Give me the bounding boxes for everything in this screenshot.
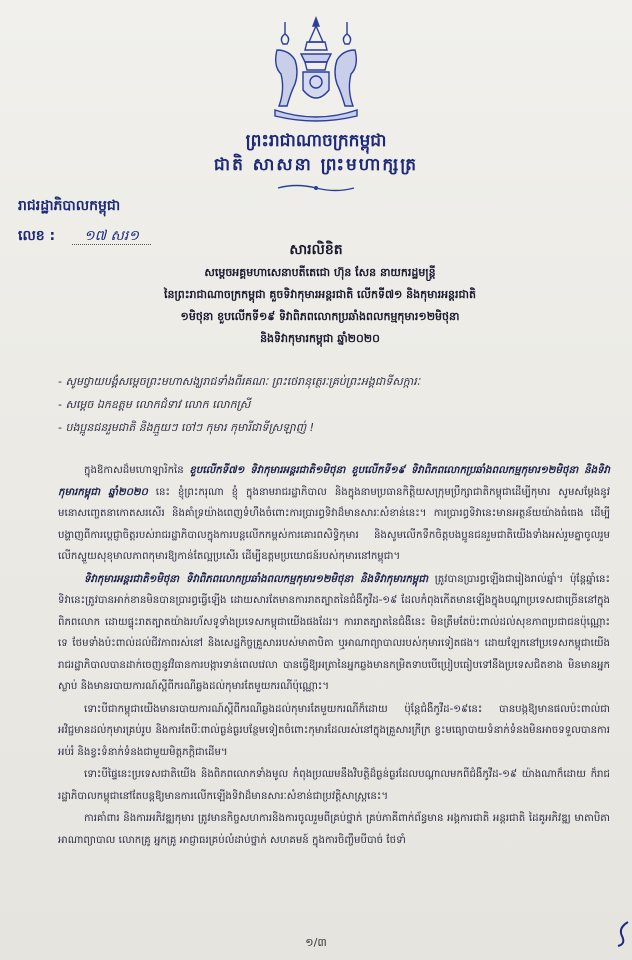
addressee-item: - សូមថ្វាយបង្គំសម្តេចព្រះមហាសង្ឃរាជទាំងពីរគណៈ ព្រះថេរានុត្ថេរៈគ្រប់ព្រះអង្គជាទីសក្ការៈ: [58, 375, 421, 388]
divider-ornament-icon: [276, 183, 356, 193]
addressee-item: - បងប្អូនជនរួមជាតិ និងក្មួយៗ ចៅៗ កុមារ កុមារីជាទីស្រឡាញ់ !: [58, 421, 315, 434]
page-number: ១/៣: [305, 936, 327, 949]
document-subtitle: [40, 262, 600, 350]
subtitle-line: នៃព្រះរាជាណាចក្រកម្ពុជា គួចទិវាកុមារអន្តរជាតិ លើកទី៧១ និងកុមារអន្តរជាតិ: [163, 288, 476, 301]
body-paragraph: ទោះបីជាកម្ពុជាយើងមានរបាយការណ៍ស្តីពីករណីឆ្លងដល់កុមារតែមួយករណីក៏ដោយ ប៉ុន្តែជំងឺកូវីដ-១៩នេះ បានបង្កឱ្យមានផលប៉ះពាល់ជាអវិជ្ជមានដល់កុមារគ្រប់រូប និងការតែបីៈពាល់ធ្ងន់ធ្ងរបន្ថែមទៀតចំពោះកុមារដែលរស់នៅក្នុងគ្រួសារក្រីក្រ ខ្វះមធ្យោបាយទំនាក់ទំនងមិនអាចទទួលបានការអប់រំ និងខ្វះទំនាក់ទំនងជាមួយមិត្តភក្តិជាដើម។: [58, 703, 610, 758]
subtitle-line: និងទិវាកុមារកម្ពុជា ឆ្នាំ២០២០: [260, 332, 380, 345]
royal-arms-emblem-icon: [263, 14, 369, 124]
body-paragraph: ក្នុងឱកាសដ៏មហោឡារិកនៃ ខួបលើកទី៧១ ទិវាកុមារអន្តរជាតិ១មិថុនា ខួបលើកទី១៩ ទិវាពិភពលោកប្រឆាំងពលកម្មកុមារ១២មិថុនា និងទិវាកុមារកម្ពុជា ឆ្នាំ២០២០ នេះ ខ្ញុំព្រះករុណា ខ្ញុំ ក្នុងនាមរាជរដ្ឋាភិបាល និងក្នុងនាមប្រធានកិត្តិយសក្រុមប្រឹក្សាជាតិកម្ពុជាដើម្បីកុមារ សូមសម្តែងនូវមនោសញ្ចេតនាកោតសរសើរ និងគាំទ្រយ៉ាងពេញទំហឹងចំពោះការប្រារព្ធទិវាដ៏មានសារៈសំខាន់នេះ។ ការប្រារព្ធទិវានេះមានអត្ថន័យយ៉ាងធំធេង ដើម្បីបង្ហាញពីការប្តេជ្ញាចិត្តរបស់រាជរដ្ឋាភិបាលក្នុងការបន្តលើកកម្ពស់ការគោរពសិទ្ធិកុមារ និងសូមលើកទឹកចិត្តបងប្អូនជនរួមជាតិយើងទាំងអស់រួមគ្នាចូលរួមលើកស្ទួយសុខុមាលភាពកុមារឱ្យកាន់តែល្អប្រសើរ ដើម្បីឧត្តមប្រយោជន៍របស់កុមារនៅកម្ពុជា។: [58, 465, 611, 562]
reference-value: ១៧ សរ១: [72, 228, 151, 245]
body-paragraph: ទិវាកុមារអន្តរជាតិ១មិថុនា ទិវាពិភពលោកប្រឆាំងពលកម្មកុមារ១២មិថុនា និងទិវាកុមារកម្ពុជា ត្រូវបានប្រារព្ធឡើងជារៀងរាល់ឆ្នាំ។ ប៉ុន្តែឆ្នាំនេះ ទិវានេះត្រូវបានអាក់ខានមិនបានប្រារព្ធធ្វើឡើង ដោយសារតែមានការរាតត្បាតនៃជំងឺកូវីដ-១៩ ដែលកំពុងកើតមានឡើងក្នុងបណ្តាប្រទេសជាច្រើននៅក្នុងពិភពលោក ដោយផ្ទុះរាតត្បាតយ៉ាងរហ័សទូទាំងប្រទេសកម្ពុជាយើងផងដែរ។ ការរាតត្បាតនៃជំងឺនេះ មិនត្រឹមតែប៉ះពាល់ដល់សុខភាពប្រជាជនប៉ុណ្ណោះទេ ថែមទាំងប៉ះពាល់ដល់ជីវភាពរស់នៅ និងសេដ្ឋកិច្ចគ្រួសាររបស់មាតាបិតា ឬអាណាព្យាបាលរបស់កុមារទៀតផង។ ដោយឡែកនៅប្រទេសកម្ពុជាយើង រាជរដ្ឋាភិបាលបានដាក់ចេញនូវវិធានការបង្ការទាន់ពេលវេលា បានធ្វើឱ្យអត្រានៃអ្នកឆ្លងមានកម្រិតទាបបើប្រៀបធៀបទៅនឹងប្រទេសជិតខាង មិនមានអ្នកស្លាប់ និងមានរបាយការណ៍ស្តីពីករណីឆ្លងដល់កុមារតែមួយករណីប៉ុណ្ណោះ។: [58, 573, 610, 692]
document-title: សារលិខិត: [289, 242, 343, 258]
body-paragraph: ទោះបីផ្ទៃនេះប្រទេសជាតិយើង និងពិភពលោកទាំងមូល កំពុងប្រឈមនឹងវិបត្តិដ៏ធ្ងន់ធ្ងរដែលបណ្តាលមកពីជំងឺកូវីដ-១៩ យ៉ាងណាក៏ដោយ ក៏រាជរដ្ឋាភិបាលកម្ពុជានៅតែបន្តឱ្យមានការលើកឡើងទិវាដ៏មានសារៈសំខាន់ជាប្រវត្តិសាស្ត្រនេះ។: [58, 769, 610, 802]
reference-label: លេខ :: [18, 228, 56, 244]
addressee-item: - សម្តេច ឯកឧត្តម លោកជំទាវ លោក លោកស្រី: [58, 398, 251, 411]
body-paragraph: ការគាំពារ និងការអភិវឌ្ឍកុមារ ត្រូវមានកិច្ចសហការនិងការចូលរួមពីគ្រប់ថ្នាក់ គ្រប់ភាគីពាក់ព័ន្ធមាន អង្គការជាតិ អន្តរជាតិ ដៃគូអភិវឌ្ឍ មាតាបិតា អាណាព្យាបាល លោកគ្រូ អ្នកគ្រូ អាជ្ញាធរគ្រប់លំដាប់ថ្នាក់ សហគមន៍ ក្នុងការចិញ្ចឹមបីបាច់ ថែទាំ: [58, 813, 610, 846]
signature-mark-icon: [614, 918, 632, 948]
sender-government: រាជរដ្ឋាភិបាលកម្ពុជា: [18, 198, 121, 214]
letter-body: [58, 460, 610, 852]
addressee-list: [58, 370, 598, 439]
kingdom-title: ព្រះរាជាណាចក្រកម្ពុជា: [245, 131, 387, 151]
highlighted-phrase: ខួបលើកទី៧១ ទិវាកុមារអន្តរជាតិ១មិថុនា ខួបលើកទី១៩ ទិវាពិភពលោកប្រឆាំងពលកម្មកុមារ១២មិថុនា និងទិវាកុមារកម្ពុជា ឆ្នាំ២០២០: [58, 465, 611, 498]
national-motto: ជាតិ សាសនា ព្រះមហាក្សត្រ: [213, 155, 419, 175]
subtitle-line: ១មិថុនា ខួបលើកទី១៩ ទិវាពិភពលោកប្រឆាំងពលកម្មកុមារ១២មិថុនា: [180, 310, 460, 323]
highlighted-phrase: ទិវាកុមារអន្តរជាតិ១មិថុនា ទិវាពិភពលោកប្រឆាំងពលកម្មកុមារ១២មិថុនា និងទិវាកុមារកម្ពុជា: [84, 573, 429, 585]
subtitle-line: សម្តេចអគ្គមហាសេនាបតីតេជោ ហ៊ុន សែន នាយករដ្ឋមន្រ្តី: [204, 266, 436, 279]
